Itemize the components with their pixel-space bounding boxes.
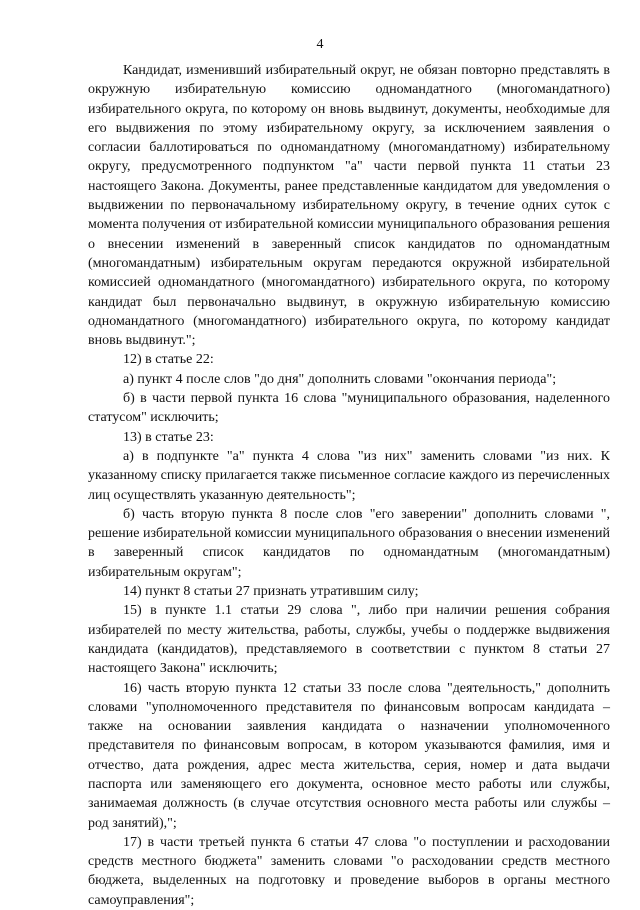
paragraph-item-13a: а) в подпункте "а" пункта 4 слова "из них" заменить словами "из них. К указанному списку прилагается также письменное согласие каждого из перечисленных лиц осуществлять указанную деятельность"; [88, 448, 610, 503]
paragraph-item-12b: б) в части первой пункта 16 слова "муниципального образования, наделенного статусом" исключить; [88, 391, 610, 426]
page-number: 4 [316, 37, 324, 52]
paragraph-item-13: 13) в статье 23: [123, 429, 214, 445]
document-body [88, 61, 610, 910]
paragraph-item-16: 16) часть вторую пункта 12 статьи 33 после слова "деятельность," дополнить словами "уполномоченного представителя по финансовым вопросам кандидата – также на основании заявления кандидата о назначении уполномоченного представителя по финансовым вопросам, в котором указываются фамилия, имя и отчество, дата рождения, адрес места жительства, серия, номер и дата выдачи паспорта или заменяющего его документа, основное место работы или службы, занимаемая должность (в случае отсутствия основного места работы или службы – род занятий),"; [88, 680, 610, 831]
paragraph-item-14: 14) пункт 8 статьи 27 признать утратившим силу; [123, 584, 419, 600]
paragraph-candidate-documents: Кандидат, изменивший избирательный округ, не обязан повторно представлять в окружную избирательную комиссию одномандатного (многомандатного) избирательного округа, по которому он вновь выдвинут, документы, необходимые для его выдвижения по этому избирательному округу, за исключением заявления о согласии баллотироваться по одномандатному (многомандатному) избирательному округу, предусмотренного подпунктом "а" части первой пункта 11 статьи 23 настоящего Закона. Документы, ранее представленные кандидатом для уведомления о выдвижении по первоначальному избирательному округу, в течение одних суток с момента получения от избирательной комиссии муниципального образования решения о внесении изменений в заверенный список кандидатов по одномандатным (многомандатным) избирательным округам передаются окружной избирательной комиссией одномандатного (многомандатного) избирательного округа, по которому кандидат был первоначально выдвинут, в окружную избирательную комиссию одномандатного (многомандатного) избирательного округа, по которому кандидат вновь выдвинут."; [88, 63, 610, 349]
paragraph-item-13b: б) часть вторую пункта 8 после слов "его заверении" дополнить словами ", решение избирательной комиссии муниципального образования о внесении изменений в заверенный список кандидатов по одномандатным (многомандатным) избирательным округам"; [88, 506, 610, 580]
paragraph-item-17: 17) в части третьей пункта 6 статьи 47 слова "о поступлении и расходовании средств местного бюджета" заменить словами "о расходовании средств местного бюджета, выделенных на подготовку и проведение выборов в органы местного самоуправления"; [88, 834, 610, 908]
paragraph-item-15: 15) в пункте 1.1 статьи 29 слова ", либо при наличии решения собрания избирателей по месту жительства, работы, службы, учебы о поддержке выдвижения кандидата (кандидатов), представляемого в соответствии с пунктом 8 статьи 27 настоящего Закона" исключить; [88, 603, 610, 677]
paragraph-item-12: 12) в статье 22: [123, 352, 214, 368]
paragraph-item-12a: а) пункт 4 после слов "до дня" дополнить словами "окончания периода"; [123, 371, 557, 387]
